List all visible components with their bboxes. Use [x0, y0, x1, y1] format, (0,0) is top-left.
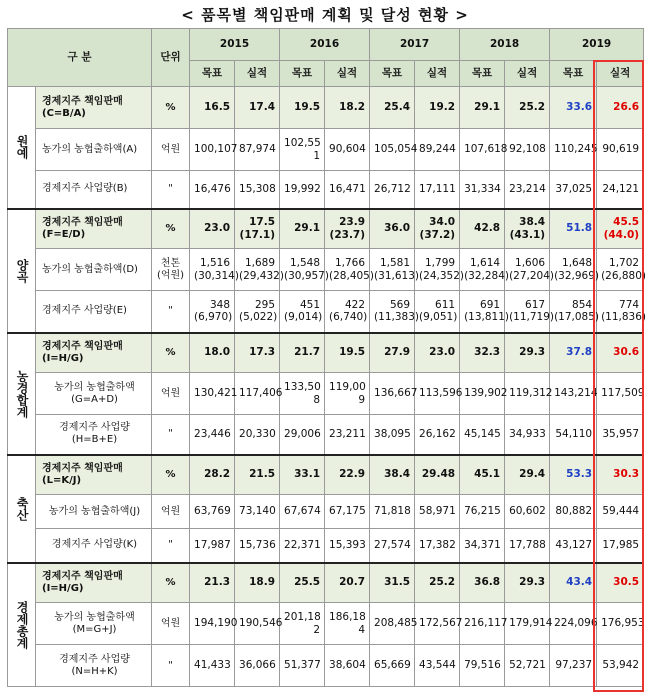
row-unit: " [152, 171, 190, 209]
data-cell: 31.5 [370, 563, 415, 603]
row-label: 경제지주 사업량(E) [36, 291, 152, 333]
data-cell: 113,596 [415, 373, 460, 415]
row-unit: 억원 [152, 129, 190, 171]
data-cell: 34,371 [460, 529, 505, 563]
data-cell: 45.5 (44.0) [597, 209, 644, 249]
header-year: 2018 [460, 29, 550, 61]
data-cell: 20,330 [235, 415, 280, 455]
data-cell: 15,736 [235, 529, 280, 563]
data-cell: 73,140 [235, 495, 280, 529]
data-cell: 29,006 [280, 415, 325, 455]
data-cell: 80,882 [550, 495, 597, 529]
header-actual: 실적 [235, 61, 280, 87]
data-cell: 41,433 [190, 645, 235, 687]
data-cell: 22,371 [280, 529, 325, 563]
row-unit: 천톤 (억원) [152, 249, 190, 291]
data-cell: 130,421 [190, 373, 235, 415]
section-name: 농경합계 [8, 333, 36, 455]
row-label: 농가의 농협출하액 (M=G+J) [36, 603, 152, 645]
table-row [8, 455, 644, 495]
data-cell: 23,211 [325, 415, 370, 455]
data-cell: 348 (6,970) [190, 291, 235, 333]
table-row [8, 415, 644, 455]
row-unit: % [152, 455, 190, 495]
data-cell: 23.0 [190, 209, 235, 249]
data-cell: 569 (11,383) [370, 291, 415, 333]
table-row [8, 129, 644, 171]
data-cell: 67,674 [280, 495, 325, 529]
row-label: 농가의 농협출하액(A) [36, 129, 152, 171]
data-cell: 53.3 [550, 455, 597, 495]
data-cell: 17,788 [505, 529, 550, 563]
data-cell: 51.8 [550, 209, 597, 249]
data-cell: 208,485 [370, 603, 415, 645]
data-cell: 422 (6,740) [325, 291, 370, 333]
header-unit: 단위 [152, 29, 190, 87]
data-cell: 27,574 [370, 529, 415, 563]
header-target: 목표 [460, 61, 505, 87]
data-cell: 38.4 (43.1) [505, 209, 550, 249]
row-unit: " [152, 415, 190, 455]
table-row [8, 645, 644, 687]
header-target: 목표 [370, 61, 415, 87]
data-cell: 216,117 [460, 603, 505, 645]
data-cell: 89,244 [415, 129, 460, 171]
section-name: 원예 [8, 87, 36, 209]
data-cell: 25.2 [415, 563, 460, 603]
data-cell: 31,334 [460, 171, 505, 209]
data-cell: 90,619 [597, 129, 644, 171]
data-cell: 617 (11,719) [505, 291, 550, 333]
data-cell: 23,446 [190, 415, 235, 455]
data-cell: 107,618 [460, 129, 505, 171]
data-cell: 186,18 4 [325, 603, 370, 645]
data-cell: 33.1 [280, 455, 325, 495]
row-label: 경제지주 책임판매 (L=K/J) [36, 455, 152, 495]
row-unit: " [152, 529, 190, 563]
page-title: < 품목별 책임판매 계획 및 달성 현황 > [181, 6, 469, 24]
data-cell: 19.2 [415, 87, 460, 129]
data-cell: 139,902 [460, 373, 505, 415]
data-cell: 37.8 [550, 333, 597, 373]
data-cell: 23,214 [505, 171, 550, 209]
data-cell: 17,382 [415, 529, 460, 563]
row-unit: % [152, 87, 190, 129]
row-unit: % [152, 333, 190, 373]
data-cell: 1,548 (30,957) [280, 249, 325, 291]
data-cell: 36.8 [460, 563, 505, 603]
data-cell: 176,953 [597, 603, 644, 645]
row-unit: 억원 [152, 603, 190, 645]
data-cell: 1,766 (28,405) [325, 249, 370, 291]
data-cell: 54,110 [550, 415, 597, 455]
header-actual: 실적 [505, 61, 550, 87]
data-cell: 29.1 [280, 209, 325, 249]
data-cell: 25.4 [370, 87, 415, 129]
data-cell: 38,604 [325, 645, 370, 687]
data-cell: 97,237 [550, 645, 597, 687]
data-cell: 37,025 [550, 171, 597, 209]
data-cell: 36,066 [235, 645, 280, 687]
data-cell: 16,476 [190, 171, 235, 209]
data-cell: 20.7 [325, 563, 370, 603]
data-cell: 23.0 [415, 333, 460, 373]
row-unit: " [152, 291, 190, 333]
table-row [8, 333, 644, 373]
data-cell: 172,567 [415, 603, 460, 645]
row-unit: " [152, 645, 190, 687]
data-cell: 60,602 [505, 495, 550, 529]
header-actual: 실적 [597, 61, 644, 87]
data-cell: 190,546 [235, 603, 280, 645]
data-cell: 18.9 [235, 563, 280, 603]
data-cell: 34.0 (37.2) [415, 209, 460, 249]
header-year: 2015 [190, 29, 280, 61]
header-actual: 실적 [415, 61, 460, 87]
data-cell: 15,393 [325, 529, 370, 563]
data-cell: 22.9 [325, 455, 370, 495]
row-label: 경제지주 책임판매 (I=H/G) [36, 333, 152, 373]
section-name: 축산 [8, 455, 36, 563]
row-label: 농가의 농협출하액(J) [36, 495, 152, 529]
data-cell: 224,096 [550, 603, 597, 645]
data-cell: 133,50 8 [280, 373, 325, 415]
data-cell: 691 (13,811) [460, 291, 505, 333]
table-row [8, 495, 644, 529]
section-name: 양곡 [8, 209, 36, 333]
table-row [8, 291, 644, 333]
data-cell: 1,799 (24,352) [415, 249, 460, 291]
data-cell: 52,721 [505, 645, 550, 687]
data-cell: 34,933 [505, 415, 550, 455]
data-cell: 774 (11,836) [597, 291, 644, 333]
table-row [8, 249, 644, 291]
header-year: 2019 [550, 29, 644, 61]
data-cell: 18.0 [190, 333, 235, 373]
table-row [8, 87, 644, 129]
row-label: 농가의 농협출하액(D) [36, 249, 152, 291]
data-cell: 43,127 [550, 529, 597, 563]
row-unit: % [152, 563, 190, 603]
data-cell: 79,516 [460, 645, 505, 687]
row-label: 경제지주 사업량 (H=B+E) [36, 415, 152, 455]
data-cell: 21.3 [190, 563, 235, 603]
data-cell: 100,107 [190, 129, 235, 171]
data-cell: 119,312 [505, 373, 550, 415]
row-unit: 억원 [152, 373, 190, 415]
row-unit: 억원 [152, 495, 190, 529]
data-cell: 19,992 [280, 171, 325, 209]
table-row [8, 563, 644, 603]
data-cell: 18.2 [325, 87, 370, 129]
data-cell: 17,111 [415, 171, 460, 209]
sales-table [7, 28, 647, 687]
data-cell: 179,914 [505, 603, 550, 645]
data-cell: 21.5 [235, 455, 280, 495]
data-cell: 30.3 [597, 455, 644, 495]
data-cell: 29.3 [505, 333, 550, 373]
data-cell: 58,971 [415, 495, 460, 529]
row-label: 경제지주 책임판매 (F=E/D) [36, 209, 152, 249]
header-target: 목표 [280, 61, 325, 87]
data-cell: 17,987 [190, 529, 235, 563]
row-label: 농가의 농협출하액 (G=A+D) [36, 373, 152, 415]
data-cell: 16,471 [325, 171, 370, 209]
data-cell: 17.5 (17.1) [235, 209, 280, 249]
data-cell: 71,818 [370, 495, 415, 529]
data-cell: 65,669 [370, 645, 415, 687]
data-cell: 102,55 1 [280, 129, 325, 171]
row-label: 경제지주 책임판매 (C=B/A) [36, 87, 152, 129]
data-cell: 29.1 [460, 87, 505, 129]
data-cell: 43.4 [550, 563, 597, 603]
data-cell: 117,509 [597, 373, 644, 415]
data-cell: 19.5 [280, 87, 325, 129]
data-cell: 29.48 [415, 455, 460, 495]
data-cell: 33.6 [550, 87, 597, 129]
data-cell: 1,581 (31,613) [370, 249, 415, 291]
data-cell: 45.1 [460, 455, 505, 495]
table-row [8, 209, 644, 249]
data-cell: 854 (17,085) [550, 291, 597, 333]
table-row [8, 373, 644, 415]
data-cell: 23.9 (23.7) [325, 209, 370, 249]
data-cell: 30.6 [597, 333, 644, 373]
data-cell: 25.5 [280, 563, 325, 603]
data-cell: 17,985 [597, 529, 644, 563]
data-cell: 92,108 [505, 129, 550, 171]
data-cell: 24,121 [597, 171, 644, 209]
data-cell: 53,942 [597, 645, 644, 687]
data-cell: 1,648 (32,969) [550, 249, 597, 291]
data-cell: 26.6 [597, 87, 644, 129]
data-cell: 1,689 (29,432) [235, 249, 280, 291]
data-cell: 43,544 [415, 645, 460, 687]
data-cell: 36.0 [370, 209, 415, 249]
data-cell: 17.3 [235, 333, 280, 373]
header-year: 2017 [370, 29, 460, 61]
data-cell: 29.4 [505, 455, 550, 495]
row-label: 경제지주 사업량(B) [36, 171, 152, 209]
data-cell: 110,245 [550, 129, 597, 171]
data-cell: 451 (9,014) [280, 291, 325, 333]
data-cell: 19.5 [325, 333, 370, 373]
data-cell: 30.5 [597, 563, 644, 603]
data-cell: 35,957 [597, 415, 644, 455]
table-row [8, 529, 644, 563]
data-cell: 59,444 [597, 495, 644, 529]
row-label: 경제지주 사업량(K) [36, 529, 152, 563]
data-cell: 67,175 [325, 495, 370, 529]
data-cell: 15,308 [235, 171, 280, 209]
data-cell: 143,214 [550, 373, 597, 415]
data-cell: 51,377 [280, 645, 325, 687]
data-cell: 26,712 [370, 171, 415, 209]
data-cell: 90,604 [325, 129, 370, 171]
data-cell: 87,974 [235, 129, 280, 171]
data-cell: 38,095 [370, 415, 415, 455]
table-row [8, 603, 644, 645]
data-cell: 42.8 [460, 209, 505, 249]
data-cell: 27.9 [370, 333, 415, 373]
data-cell: 119,00 9 [325, 373, 370, 415]
data-cell: 21.7 [280, 333, 325, 373]
data-cell: 136,667 [370, 373, 415, 415]
data-cell: 17.4 [235, 87, 280, 129]
header-category: 구 분 [8, 29, 152, 87]
data-cell: 1,702 (26,880) [597, 249, 644, 291]
data-cell: 105,054 [370, 129, 415, 171]
data-cell: 26,162 [415, 415, 460, 455]
data-cell: 38.4 [370, 455, 415, 495]
data-cell: 611 (9,051) [415, 291, 460, 333]
row-label: 경제지주 사업량 (N=H+K) [36, 645, 152, 687]
header-target: 목표 [550, 61, 597, 87]
data-cell: 32.3 [460, 333, 505, 373]
data-cell: 1,614 (32,284) [460, 249, 505, 291]
data-cell: 29.3 [505, 563, 550, 603]
data-cell: 63,769 [190, 495, 235, 529]
data-cell: 45,145 [460, 415, 505, 455]
data-cell: 28.2 [190, 455, 235, 495]
data-cell: 295 (5,022) [235, 291, 280, 333]
header-year: 2016 [280, 29, 370, 61]
data-cell: 25.2 [505, 87, 550, 129]
table-row [8, 171, 644, 209]
row-label: 경제지주 책임판매 (I=H/G) [36, 563, 152, 603]
data-cell: 16.5 [190, 87, 235, 129]
data-cell: 201,18 2 [280, 603, 325, 645]
section-name: 경제총계 [8, 563, 36, 687]
row-unit: % [152, 209, 190, 249]
header-actual: 실적 [325, 61, 370, 87]
data-cell: 1,606 (27,204) [505, 249, 550, 291]
data-cell: 76,215 [460, 495, 505, 529]
data-cell: 117,406 [235, 373, 280, 415]
header-target: 목표 [190, 61, 235, 87]
data-cell: 1,516 (30,314) [190, 249, 235, 291]
data-cell: 194,190 [190, 603, 235, 645]
